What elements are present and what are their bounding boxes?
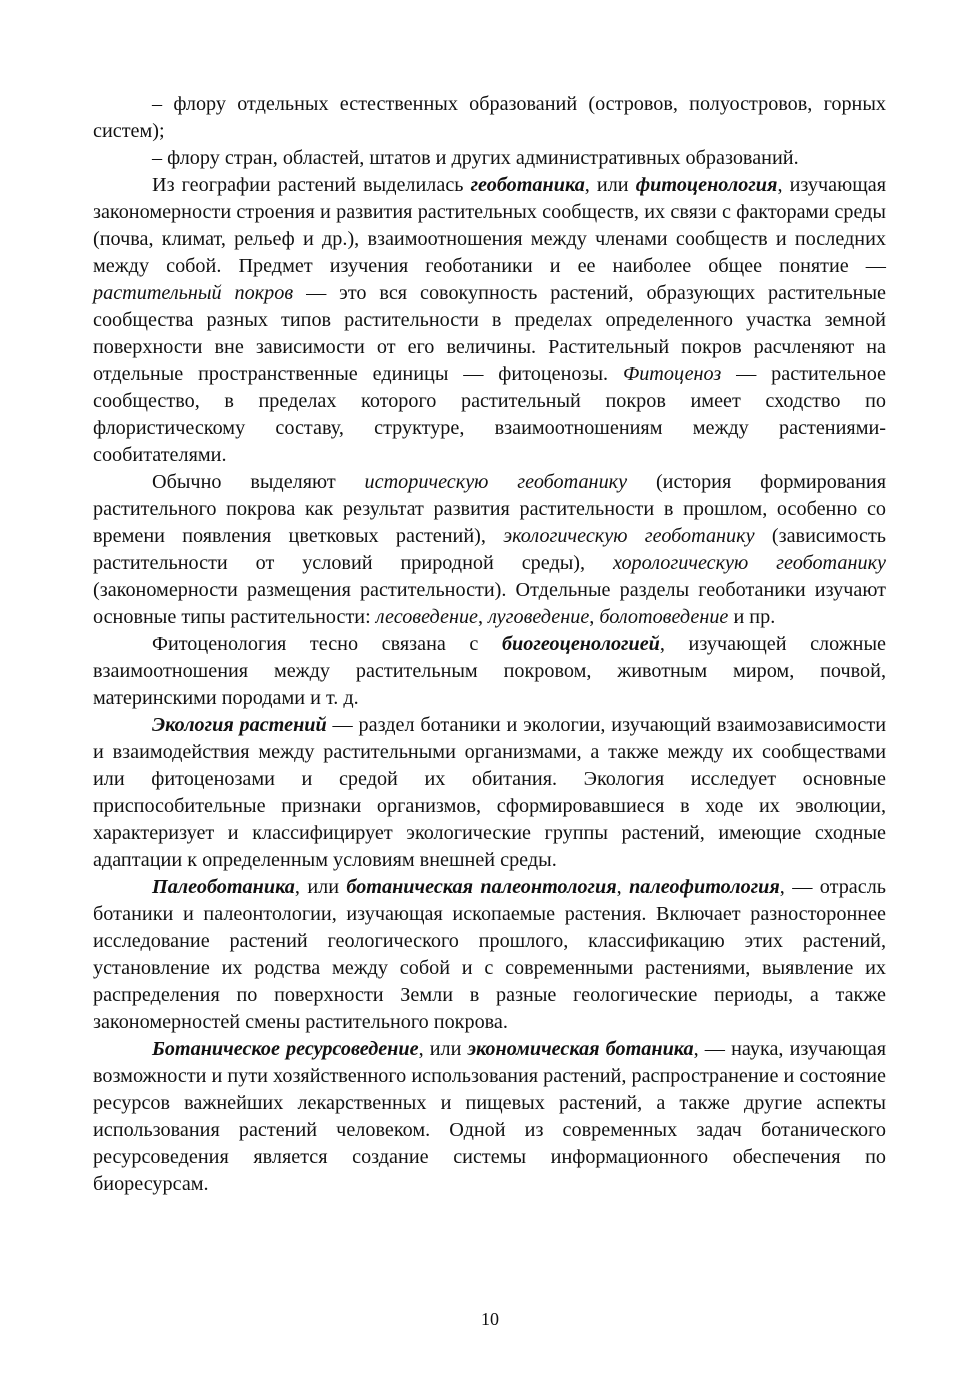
term-run: фитоценология: [635, 174, 778, 196]
term-run: экономическая ботаника: [467, 1038, 694, 1060]
term-run: Фитоценоз: [622, 363, 722, 385]
text-run: , — отрасль ботаники и палеонтологии, изучающая ископаемые растения. Включает разностороннее исследование растений геологического прошлого, классификацию этих растений, установление их родства между собой и с современными растениями, выявление их распределения по поверхности Земли в разные геологические периоды, а также закономерностей смены растительного покрова.: [93, 876, 886, 1033]
text-run: , — наука, изучающая возможности и пути хозяйственного использования растений, распространение и состояние ресурсов важнейших лекарственных и пищевых растений, а также другие аспекты использования растений человеком. Одной из современных задач ботанического ресурсоведения является создание системы информационного обеспечения по биоресурсам.: [93, 1038, 887, 1195]
paragraph: [93, 874, 886, 1036]
text-run: — это вся совокупность растений, образующих растительные сообщества разных типов растительности в пределах определенного участка земной поверхности вне зависимости от его величины. Растительный покров расчленяют на отдельные пространственные единицы — фитоценозы.: [93, 282, 886, 385]
term-run: хорологическую геоботанику: [612, 552, 886, 574]
term-run: растительный покров: [93, 282, 294, 304]
text-run: Фитоценология тесно связана с: [152, 633, 502, 655]
text-run: – флору стран, областей, штатов и других административных образований.: [152, 147, 799, 169]
text-run: , или: [584, 174, 636, 196]
text-run: , изучающей сложные взаимоотношения между растительным покровом, животным миром, почвой, материнскими породами и т. д.: [93, 633, 886, 709]
text-run: (история формирования растительного покрова как результат развития растительности в прошлом, особенно со времени появления цветковых растений),: [93, 471, 886, 547]
text-run: ,: [616, 876, 630, 898]
text-run: ,: [478, 606, 489, 628]
text-run: Обычно выделяют: [152, 471, 365, 493]
paragraph: [93, 172, 886, 469]
term-run: ботаническая палеонтология: [346, 876, 617, 898]
term-run: болотоведение: [599, 606, 729, 628]
text-run: ,: [589, 606, 600, 628]
paragraph: [93, 631, 886, 712]
term-run: историческую геоботанику: [364, 471, 628, 493]
text-run: , или: [294, 876, 347, 898]
term-run: луговедение: [488, 606, 590, 628]
paragraph: [93, 91, 886, 145]
text-run: (зависимость растительности от условий природной среды),: [93, 525, 886, 574]
term-run: геоботаника: [470, 174, 585, 196]
term-run: экологическую геоботанику: [503, 525, 755, 547]
text-run: — раздел ботаники и экологии, изучающий взаимозависимости и взаимодействия между растительными организмами, а также между их сообществами или фитоценозами и средой их обитания. Экология исследует основные приспособительные признаки организмов, сформировавшиеся в ходе их эволюции, характеризует и классифицирует экологические группы растений, имеющие сходные адаптации к определенным условиям внешней среды.: [93, 714, 887, 871]
paragraph: [93, 469, 886, 631]
paragraph: [93, 1036, 886, 1198]
text-run: — растительное сообщество, в пределах которого растительный покров имеет сходство по флористическому составу, структуре, взаимоотношениям между растениями-сообитателями.: [93, 363, 886, 466]
term-run: Экология растений: [152, 714, 327, 736]
term-run: лесоведение: [375, 606, 479, 628]
term-run: палеофитология: [629, 876, 780, 898]
text-run: (закономерности размещения растительности). Отдельные разделы геоботаники изучают основные типы растительности:: [93, 579, 886, 628]
text-run: и пр.: [728, 606, 776, 628]
page-body: [93, 91, 886, 1198]
text-run: , изучающая закономерности строения и развития растительных сообществ, их связи с факторами среды (почва, климат, рельеф и др.), взаимоотношения между членами сообществ и последних между собой. Предмет изучения геоботаники и ее наиболее общее понятие —: [93, 174, 886, 277]
paragraph: [93, 145, 886, 172]
term-run: биогеоценологией: [501, 633, 660, 655]
paragraph: [93, 712, 886, 874]
text-run: , или: [418, 1038, 468, 1060]
text-run: – флору отдельных естественных образований (островов, полуостровов, горных систем);: [93, 93, 886, 142]
text-run: Из географии растений выделилась: [152, 174, 471, 196]
page-number: 10: [481, 1309, 499, 1329]
term-run: Ботаническое ресурсоведение: [152, 1038, 419, 1060]
term-run: Палеоботаника: [152, 876, 295, 898]
